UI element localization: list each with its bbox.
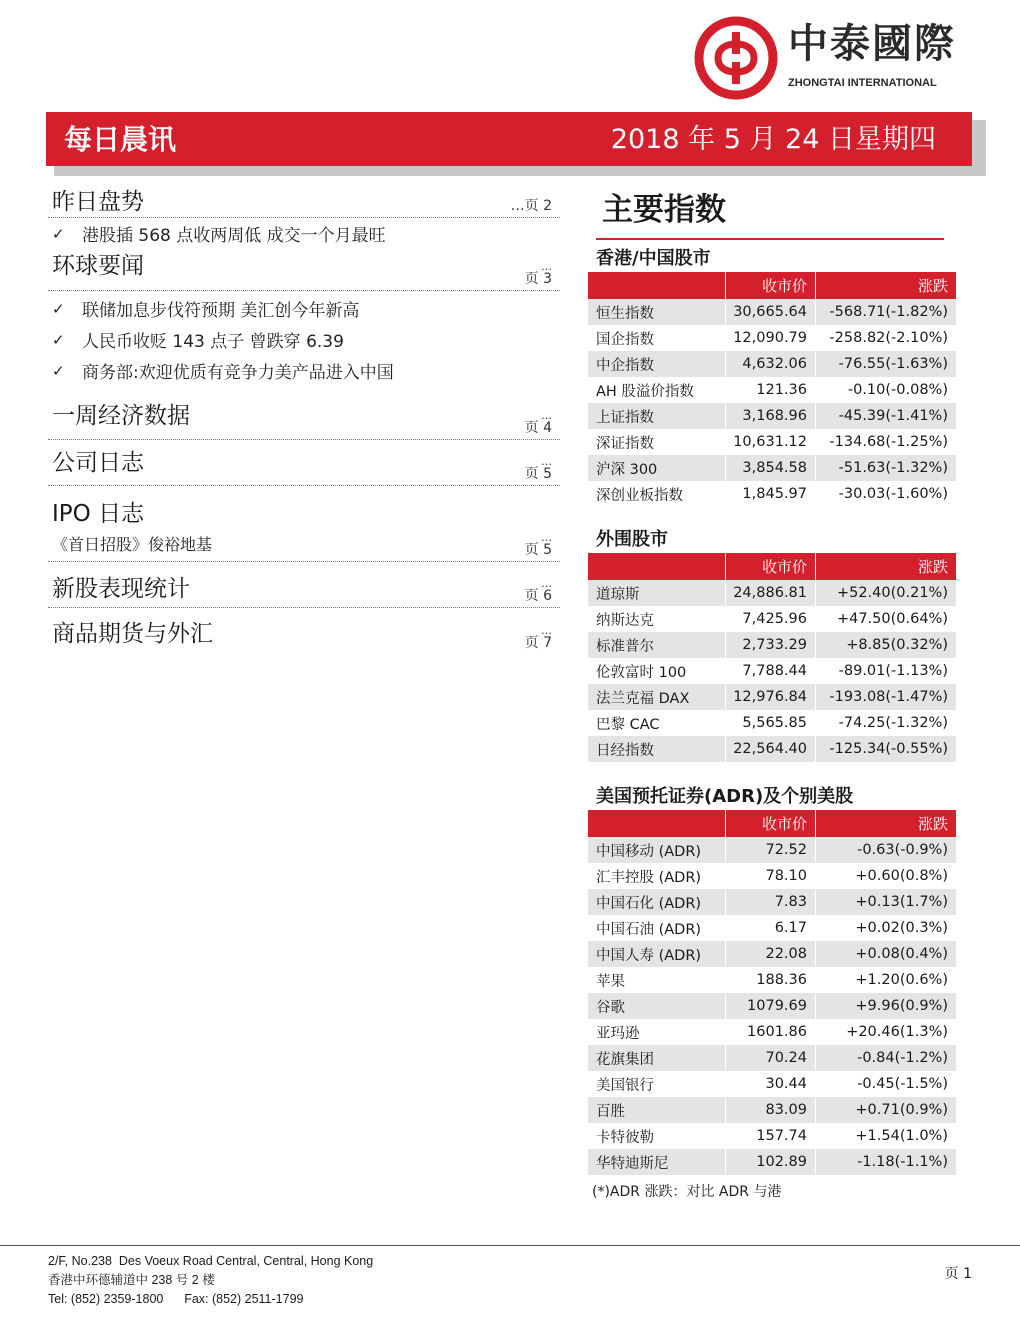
price-change: -193.08(-1.47%) bbox=[816, 684, 956, 710]
price-change: +52.40(0.21%) bbox=[816, 580, 956, 606]
col-header-name bbox=[588, 553, 726, 580]
report-date: 2018 年 5 月 24 日星期四 bbox=[610, 124, 936, 155]
index-name: 美国银行 bbox=[588, 1071, 726, 1097]
price-change: -30.03(-1.60%) bbox=[816, 481, 956, 507]
index-name: 纳斯达克 bbox=[588, 606, 726, 632]
checkmark-icon: ✓ bbox=[52, 330, 65, 349]
close-price: 102.89 bbox=[726, 1149, 816, 1175]
price-change: -0.84(-1.2%) bbox=[816, 1045, 956, 1071]
footer-address-en: 2/F, No.238 Des Voeux Road Central, Central, Hong Kong bbox=[48, 1254, 374, 1268]
close-price: 22,564.40 bbox=[726, 736, 816, 762]
toc-page-dots: … bbox=[541, 531, 552, 544]
price-change: -51.63(-1.32%) bbox=[816, 455, 956, 481]
toc-ipo-sub[interactable] bbox=[48, 532, 560, 562]
close-price: 10,631.12 bbox=[726, 429, 816, 455]
close-price: 188.36 bbox=[726, 967, 816, 993]
toc-section-title: 环球要闻 bbox=[52, 253, 144, 279]
close-price: 3,854.58 bbox=[726, 455, 816, 481]
close-price: 70.24 bbox=[726, 1045, 816, 1071]
close-price: 24,886.81 bbox=[726, 580, 816, 606]
table-row bbox=[588, 429, 956, 455]
toc-page-number: 页 6 bbox=[524, 588, 552, 604]
table-row bbox=[588, 606, 956, 632]
price-change: -0.45(-1.5%) bbox=[816, 1071, 956, 1097]
close-price: 30.44 bbox=[726, 1071, 816, 1097]
index-name: 苹果 bbox=[588, 967, 726, 993]
close-price: 83.09 bbox=[726, 1097, 816, 1123]
adr-stocks-table bbox=[588, 810, 956, 1175]
index-name: 中国石化 (ADR) bbox=[588, 889, 726, 915]
price-change: +1.54(1.0%) bbox=[816, 1123, 956, 1149]
global-indices-table bbox=[588, 553, 956, 762]
toc-bullet[interactable] bbox=[48, 324, 560, 355]
main-indices-title: 主要指数 bbox=[602, 192, 726, 228]
close-price: 121.36 bbox=[726, 377, 816, 403]
index-name: 中国人寿 (ADR) bbox=[588, 941, 726, 967]
close-price: 3,168.96 bbox=[726, 403, 816, 429]
toc-page-ref bbox=[511, 198, 552, 215]
toc-section-title: 商品期货与外汇 bbox=[52, 621, 213, 647]
table-row bbox=[588, 377, 956, 403]
table-row bbox=[588, 403, 956, 429]
hk-table-body bbox=[588, 299, 956, 507]
col-header-change: 涨跌 bbox=[816, 553, 956, 580]
table-row bbox=[588, 1149, 956, 1175]
index-name: 中国石油 (ADR) bbox=[588, 915, 726, 941]
index-name: 深证指数 bbox=[588, 429, 726, 455]
toc-page-number: 页 5 bbox=[524, 542, 552, 558]
adr-table-body bbox=[588, 837, 956, 1175]
close-price: 12,976.84 bbox=[726, 684, 816, 710]
table-row bbox=[588, 736, 956, 762]
title-divider bbox=[596, 238, 944, 240]
price-change: +1.20(0.6%) bbox=[816, 967, 956, 993]
toc-page-ref bbox=[524, 577, 552, 605]
close-price: 1,845.97 bbox=[726, 481, 816, 507]
logo-name-cn: 中泰國際 bbox=[788, 21, 956, 67]
index-name: 谷歌 bbox=[588, 993, 726, 1019]
table-row bbox=[588, 1071, 956, 1097]
toc-page-ref bbox=[524, 624, 552, 652]
toc-section-commodities[interactable] bbox=[48, 608, 560, 654]
toc-bullet-text: 联储加息步伐符预期 美汇创今年新高 bbox=[82, 301, 360, 321]
price-change: -125.34(-0.55%) bbox=[816, 736, 956, 762]
index-name: 沪深 300 bbox=[588, 455, 726, 481]
table-row bbox=[588, 863, 956, 889]
close-price: 30,665.64 bbox=[726, 299, 816, 325]
table-row bbox=[588, 1045, 956, 1071]
toc-section-title: 新股表现统计 bbox=[52, 576, 190, 602]
close-price: 22.08 bbox=[726, 941, 816, 967]
adr-footnote: (*)ADR 涨跌：对比 ADR 与港 bbox=[592, 1184, 782, 1200]
zhongtai-logo-icon bbox=[694, 16, 778, 100]
checkmark-icon: ✓ bbox=[52, 299, 65, 318]
price-change: -568.71(-1.82%) bbox=[816, 299, 956, 325]
close-price: 78.10 bbox=[726, 863, 816, 889]
index-name: 巴黎 CAC bbox=[588, 710, 726, 736]
index-name: 中企指数 bbox=[588, 351, 726, 377]
company-logo bbox=[690, 14, 970, 106]
toc-page-ref bbox=[524, 409, 552, 437]
close-price: 7,788.44 bbox=[726, 658, 816, 684]
close-price: 12,090.79 bbox=[726, 325, 816, 351]
toc-page-number: 页 2 bbox=[524, 198, 552, 214]
price-change: +20.46(1.3%) bbox=[816, 1019, 956, 1045]
price-change: +8.85(0.32%) bbox=[816, 632, 956, 658]
index-name: 中国移动 (ADR) bbox=[588, 837, 726, 863]
price-change: +9.96(0.9%) bbox=[816, 993, 956, 1019]
table-row bbox=[588, 299, 956, 325]
logo-name-en: ZHONGTAI INTERNATIONAL bbox=[788, 77, 937, 89]
toc-page-ref bbox=[524, 260, 552, 288]
toc-page-number: 页 3 bbox=[524, 271, 552, 287]
global-table-body bbox=[588, 580, 956, 762]
close-price: 7.83 bbox=[726, 889, 816, 915]
index-name: 亚玛逊 bbox=[588, 1019, 726, 1045]
price-change: -1.18(-1.1%) bbox=[816, 1149, 956, 1175]
col-header-close: 收市价 bbox=[726, 272, 816, 299]
table-row bbox=[588, 1019, 956, 1045]
toc-page-ref bbox=[524, 531, 552, 559]
price-change: -76.55(-1.63%) bbox=[816, 351, 956, 377]
price-change: +0.60(0.8%) bbox=[816, 863, 956, 889]
toc-bullet-text: 港股插 568 点收两周低 成交一个月最旺 bbox=[82, 226, 386, 246]
header-banner bbox=[46, 112, 972, 166]
close-price: 6.17 bbox=[726, 915, 816, 941]
table-row bbox=[588, 967, 956, 993]
price-change: -134.68(-1.25%) bbox=[816, 429, 956, 455]
close-price: 72.52 bbox=[726, 837, 816, 863]
index-name: 花旗集团 bbox=[588, 1045, 726, 1071]
main-indices-panel bbox=[588, 190, 956, 1201]
toc-page-ref bbox=[524, 455, 552, 483]
price-change: +47.50(0.64%) bbox=[816, 606, 956, 632]
table-of-contents bbox=[48, 180, 560, 654]
col-header-close: 收市价 bbox=[726, 810, 816, 837]
table-row bbox=[588, 632, 956, 658]
col-header-close: 收市价 bbox=[726, 553, 816, 580]
table-row bbox=[588, 455, 956, 481]
toc-bullet[interactable] bbox=[48, 293, 560, 324]
checkmark-icon: ✓ bbox=[52, 224, 65, 243]
index-name: 伦敦富时 100 bbox=[588, 658, 726, 684]
toc-section-title: 昨日盘势 bbox=[52, 189, 144, 215]
table-row bbox=[588, 710, 956, 736]
toc-page-number: 页 7 bbox=[524, 635, 552, 651]
index-name: 上证指数 bbox=[588, 403, 726, 429]
col-header-change: 涨跌 bbox=[816, 810, 956, 837]
index-name: 恒生指数 bbox=[588, 299, 726, 325]
footer-page-number: 页 1 bbox=[944, 1266, 972, 1282]
toc-bullet[interactable] bbox=[48, 355, 560, 386]
footer-divider bbox=[0, 1245, 1020, 1246]
price-change: -45.39(-1.41%) bbox=[816, 403, 956, 429]
table-row bbox=[588, 1123, 956, 1149]
table-row bbox=[588, 889, 956, 915]
close-price: 7,425.96 bbox=[726, 606, 816, 632]
footer-contact: Tel: (852) 2359-1800 Fax: (852) 2511-1799 bbox=[48, 1292, 304, 1306]
table-header-row bbox=[588, 272, 956, 299]
toc-section-company-log[interactable] bbox=[48, 440, 560, 486]
toc-bullet-text: 商务部:欢迎优质有竞争力美产品进入中国 bbox=[82, 363, 394, 383]
toc-section-title: IPO 日志 bbox=[52, 501, 145, 527]
table-row bbox=[588, 580, 956, 606]
price-change: +0.13(1.7%) bbox=[816, 889, 956, 915]
toc-page-dots: … bbox=[510, 198, 525, 214]
table-row bbox=[588, 684, 956, 710]
close-price: 1601.86 bbox=[726, 1019, 816, 1045]
index-name: 标准普尔 bbox=[588, 632, 726, 658]
toc-sub-item: 《首日招股》俊裕地基 bbox=[52, 535, 213, 554]
toc-page-number: 页 5 bbox=[524, 466, 552, 482]
index-name: 日经指数 bbox=[588, 736, 726, 762]
price-change: +0.71(0.9%) bbox=[816, 1097, 956, 1123]
close-price: 157.74 bbox=[726, 1123, 816, 1149]
col-header-name bbox=[588, 810, 726, 837]
table-row bbox=[588, 837, 956, 863]
table-row bbox=[588, 658, 956, 684]
toc-bullet[interactable] bbox=[48, 218, 560, 249]
price-change: -74.25(-1.32%) bbox=[816, 710, 956, 736]
table-row bbox=[588, 481, 956, 507]
toc-page-number: 页 4 bbox=[524, 420, 552, 436]
index-name: 法兰克福 DAX bbox=[588, 684, 726, 710]
toc-section-ipo-log[interactable] bbox=[48, 486, 560, 532]
toc-page-dots: … bbox=[541, 409, 552, 422]
col-header-name bbox=[588, 272, 726, 299]
index-name: AH 股溢价指数 bbox=[588, 377, 726, 403]
table-row bbox=[588, 993, 956, 1019]
index-name: 卡特彼勒 bbox=[588, 1123, 726, 1149]
table-header-row bbox=[588, 810, 956, 837]
toc-section-market-review[interactable] bbox=[48, 180, 560, 218]
index-name: 汇丰控股 (ADR) bbox=[588, 863, 726, 889]
footer-address bbox=[48, 1252, 373, 1309]
toc-section-ipo-stats[interactable] bbox=[48, 562, 560, 608]
price-change: -258.82(-2.10%) bbox=[816, 325, 956, 351]
close-price: 5,565.85 bbox=[726, 710, 816, 736]
global-table-title: 外围股市 bbox=[596, 529, 668, 550]
price-change: -0.63(-0.9%) bbox=[816, 837, 956, 863]
table-row bbox=[588, 351, 956, 377]
table-row bbox=[588, 1097, 956, 1123]
price-change: +0.08(0.4%) bbox=[816, 941, 956, 967]
hk-table-title: 香港/中国股市 bbox=[596, 248, 711, 269]
toc-page-dots: … bbox=[541, 624, 552, 637]
toc-section-global-news[interactable] bbox=[48, 249, 560, 291]
close-price: 1079.69 bbox=[726, 993, 816, 1019]
footer-address-cn: 香港中环德辅道中 238 号 2 楼 bbox=[48, 1273, 215, 1287]
close-price: 2,733.29 bbox=[726, 632, 816, 658]
toc-section-weekly-data[interactable] bbox=[48, 388, 560, 440]
table-row bbox=[588, 325, 956, 351]
price-change: +0.02(0.3%) bbox=[816, 915, 956, 941]
close-price: 4,632.06 bbox=[726, 351, 816, 377]
index-name: 国企指数 bbox=[588, 325, 726, 351]
adr-table-title: 美国预托证券(ADR)及个别美股 bbox=[596, 786, 854, 807]
index-name: 道琼斯 bbox=[588, 580, 726, 606]
toc-bullet-text: 人民币收贬 143 点子 曾跌穿 6.39 bbox=[82, 332, 344, 352]
index-name: 华特迪斯尼 bbox=[588, 1149, 726, 1175]
table-row bbox=[588, 915, 956, 941]
index-name: 百胜 bbox=[588, 1097, 726, 1123]
table-header-row bbox=[588, 553, 956, 580]
toc-page-dots: … bbox=[541, 577, 552, 590]
table-row bbox=[588, 941, 956, 967]
toc-page-dots: … bbox=[541, 260, 552, 273]
price-change: -0.10(-0.08%) bbox=[816, 377, 956, 403]
checkmark-icon: ✓ bbox=[52, 361, 65, 380]
hk-china-indices-table bbox=[588, 272, 956, 507]
toc-page-dots: … bbox=[541, 455, 552, 468]
price-change: -89.01(-1.13%) bbox=[816, 658, 956, 684]
index-name: 深创业板指数 bbox=[588, 481, 726, 507]
toc-section-title: 一周经济数据 bbox=[52, 403, 190, 429]
report-title: 每日晨讯 bbox=[64, 123, 177, 156]
toc-section-title: 公司日志 bbox=[52, 450, 144, 476]
col-header-change: 涨跌 bbox=[816, 272, 956, 299]
